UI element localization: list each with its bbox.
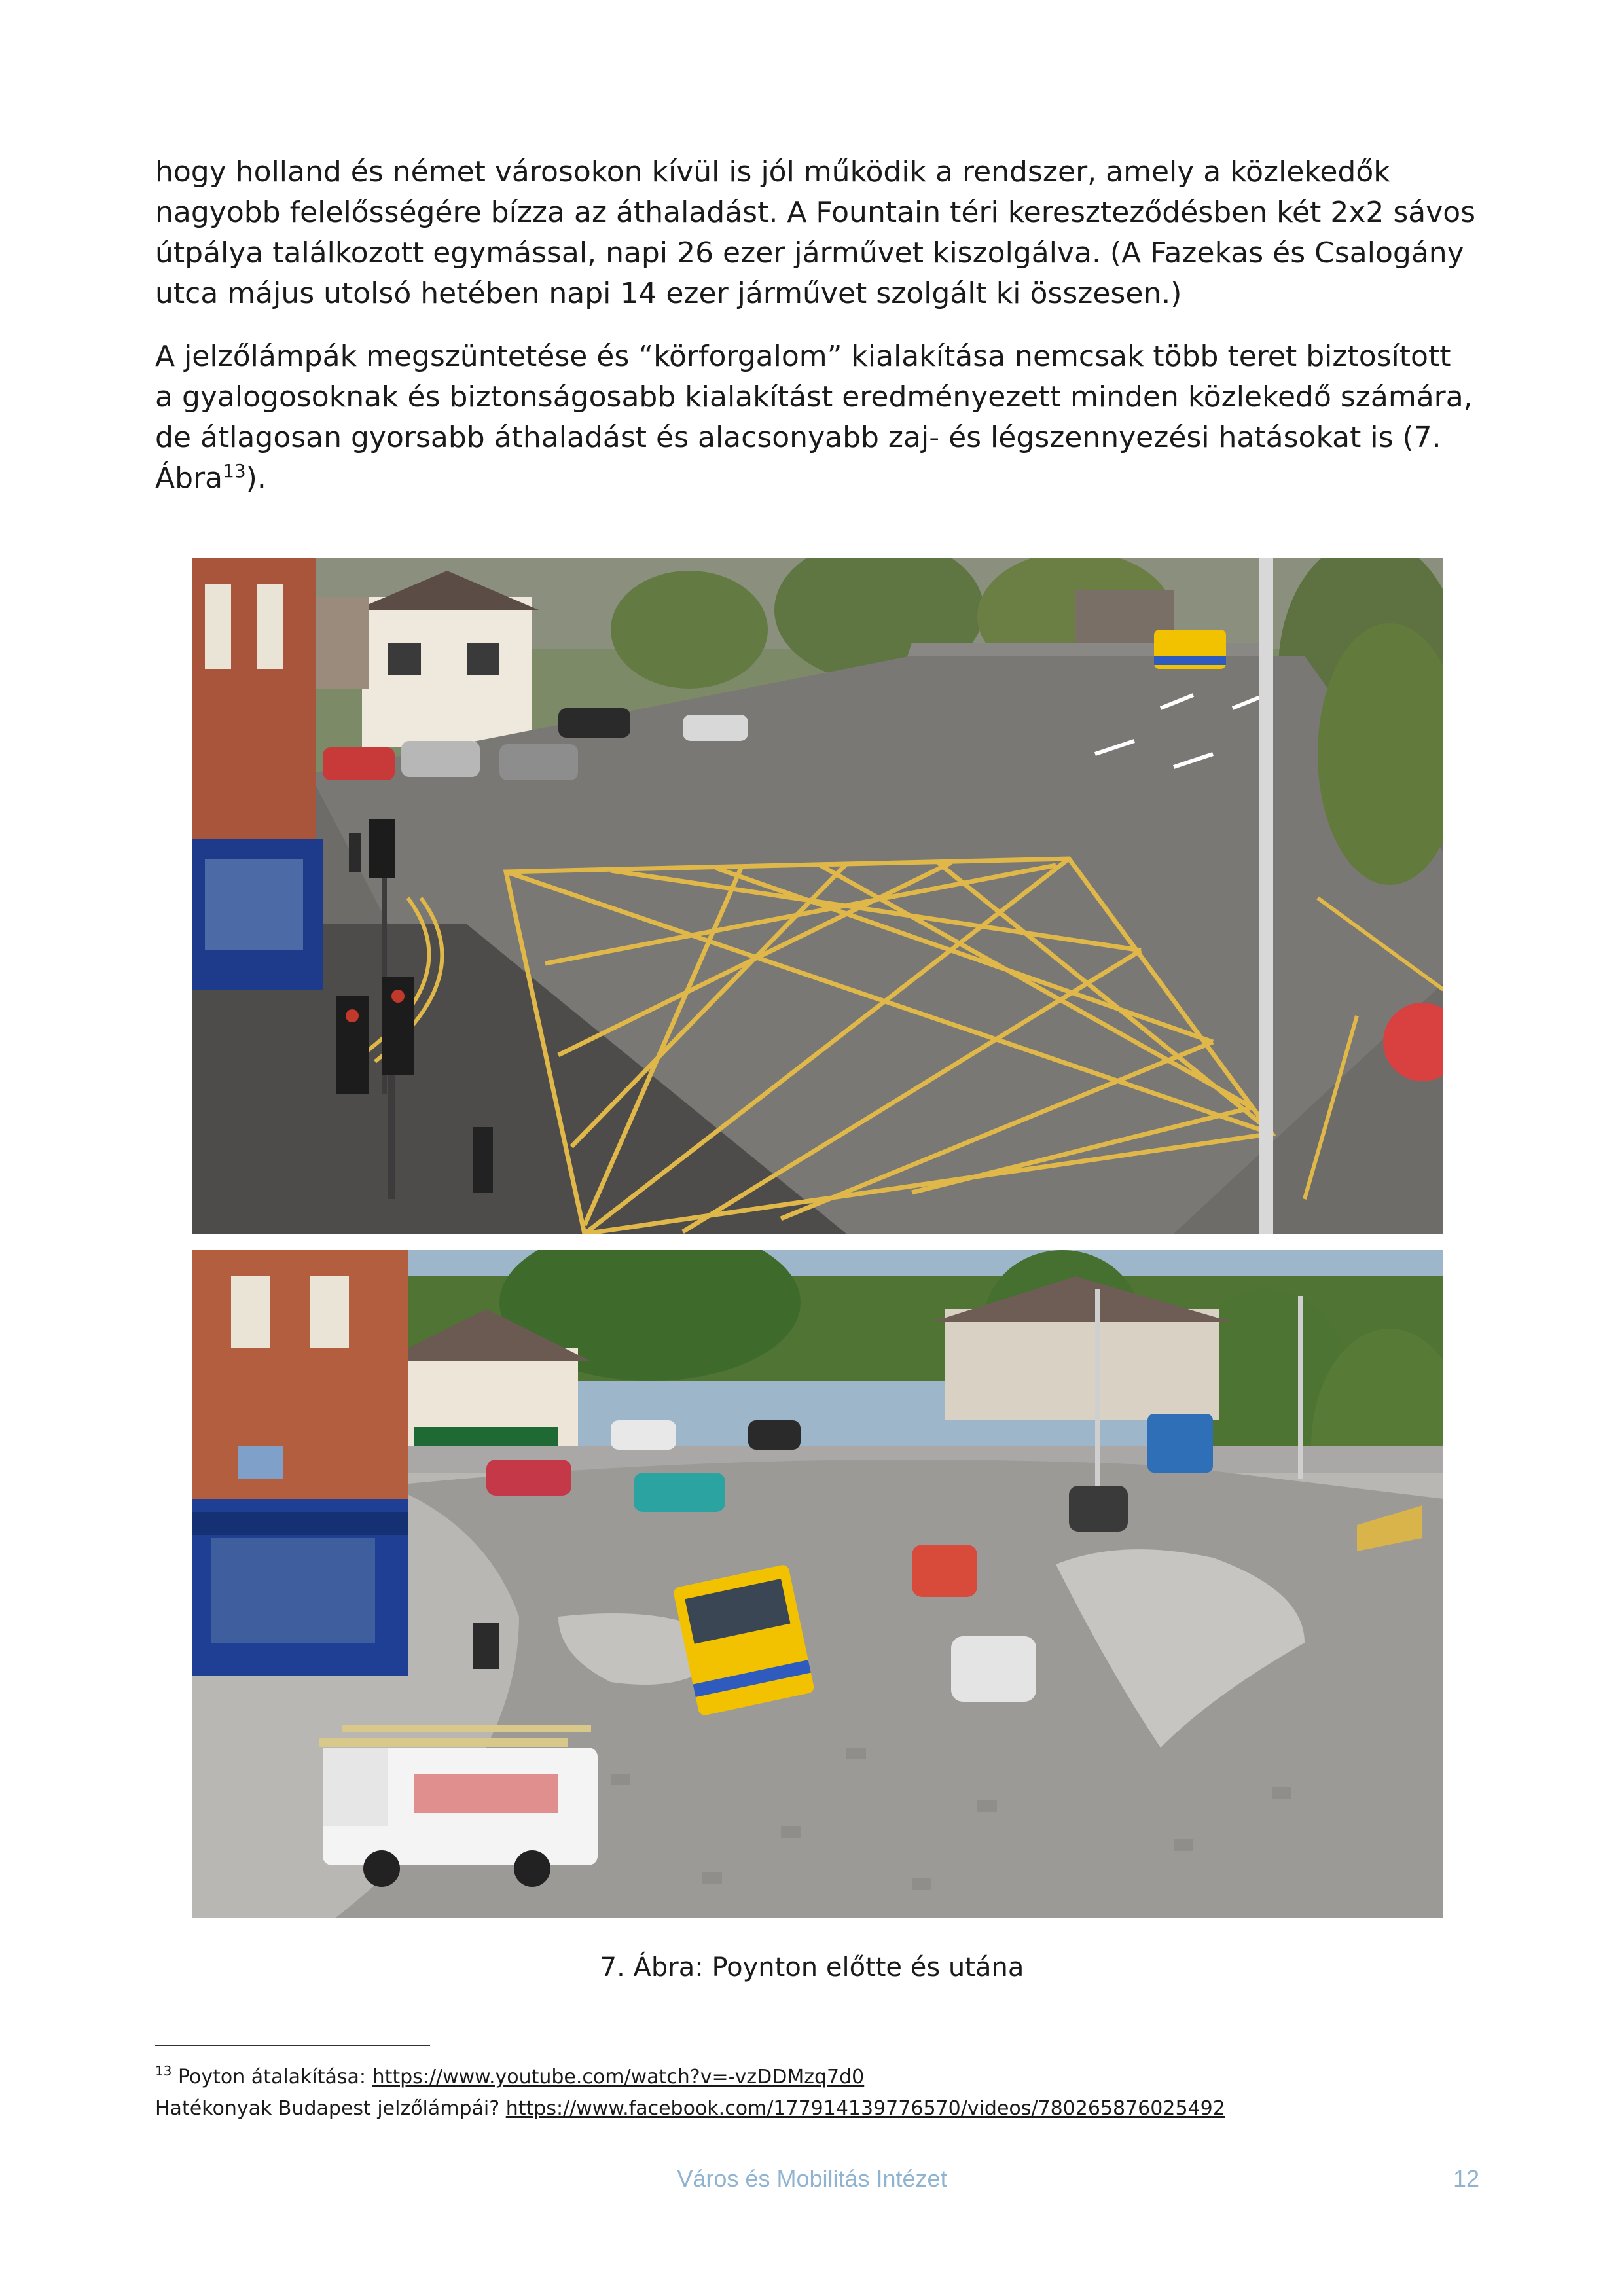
junction-with-traffic-lights-icon [192,558,1443,1234]
page-number: 12 [1453,2165,1479,2192]
footnote-label: Poyton átalakítása: [178,2066,372,2089]
photo-poynton-after [192,1250,1443,1918]
body-paragraph-2-text: A jelzőlámpák megszüntetése és “körforgalom” kialakítása nemcsak több teret biztosított a gyalogosoknak és biztonságosabb kialakítást eredményezett minden közlekedő számára, de átlagosan gyorsabb áthaladást és alacsonyabb zaj- és légszennyezési hatásokat is (7. Ábra [155,340,1473,495]
footer-organization: Város és Mobilitás Intézet [677,2165,947,2192]
footnote-youtube-link[interactable]: https://www.youtube.com/watch?v=-vzDDMzq7d0 [372,2066,865,2089]
footnote-13 [155,2063,864,2092]
footnote-divider [155,2045,430,2046]
figure-caption: 7. Ábra: Poynton előtte és utána [600,1952,1024,1982]
body-paragraph-2 [155,336,1477,499]
footnote-label: Hatékonyak Budapest jelzőlámpái? [155,2097,506,2120]
body-paragraph-2-end: ). [245,461,266,495]
photo-poynton-before [192,558,1443,1234]
footnote-facebook-link[interactable]: https://www.facebook.com/177914139776570/videos/780265876025492 [505,2097,1225,2120]
body-paragraph-1: hogy holland és német városokon kívül is jól működik a rendszer, amely a közlekedők nagyobb felelősségére bízza az áthaladást. A Fountain téri kereszteződésben két 2x2 sávos útpálya találkozott egymással, napi 26 ezer járművet kiszolgálva. (A Fazekas és Csalogány utca május utolsó hetében napi 14 ezer járművet szolgált ki összesen.) [155,155,1476,310]
footnote-13-second-line [155,2094,1225,2123]
footnote-reference-13[interactable]: 13 [223,460,246,482]
shared-space-roundabout-icon [192,1250,1443,1918]
footnote-number: 13 [155,2063,172,2079]
